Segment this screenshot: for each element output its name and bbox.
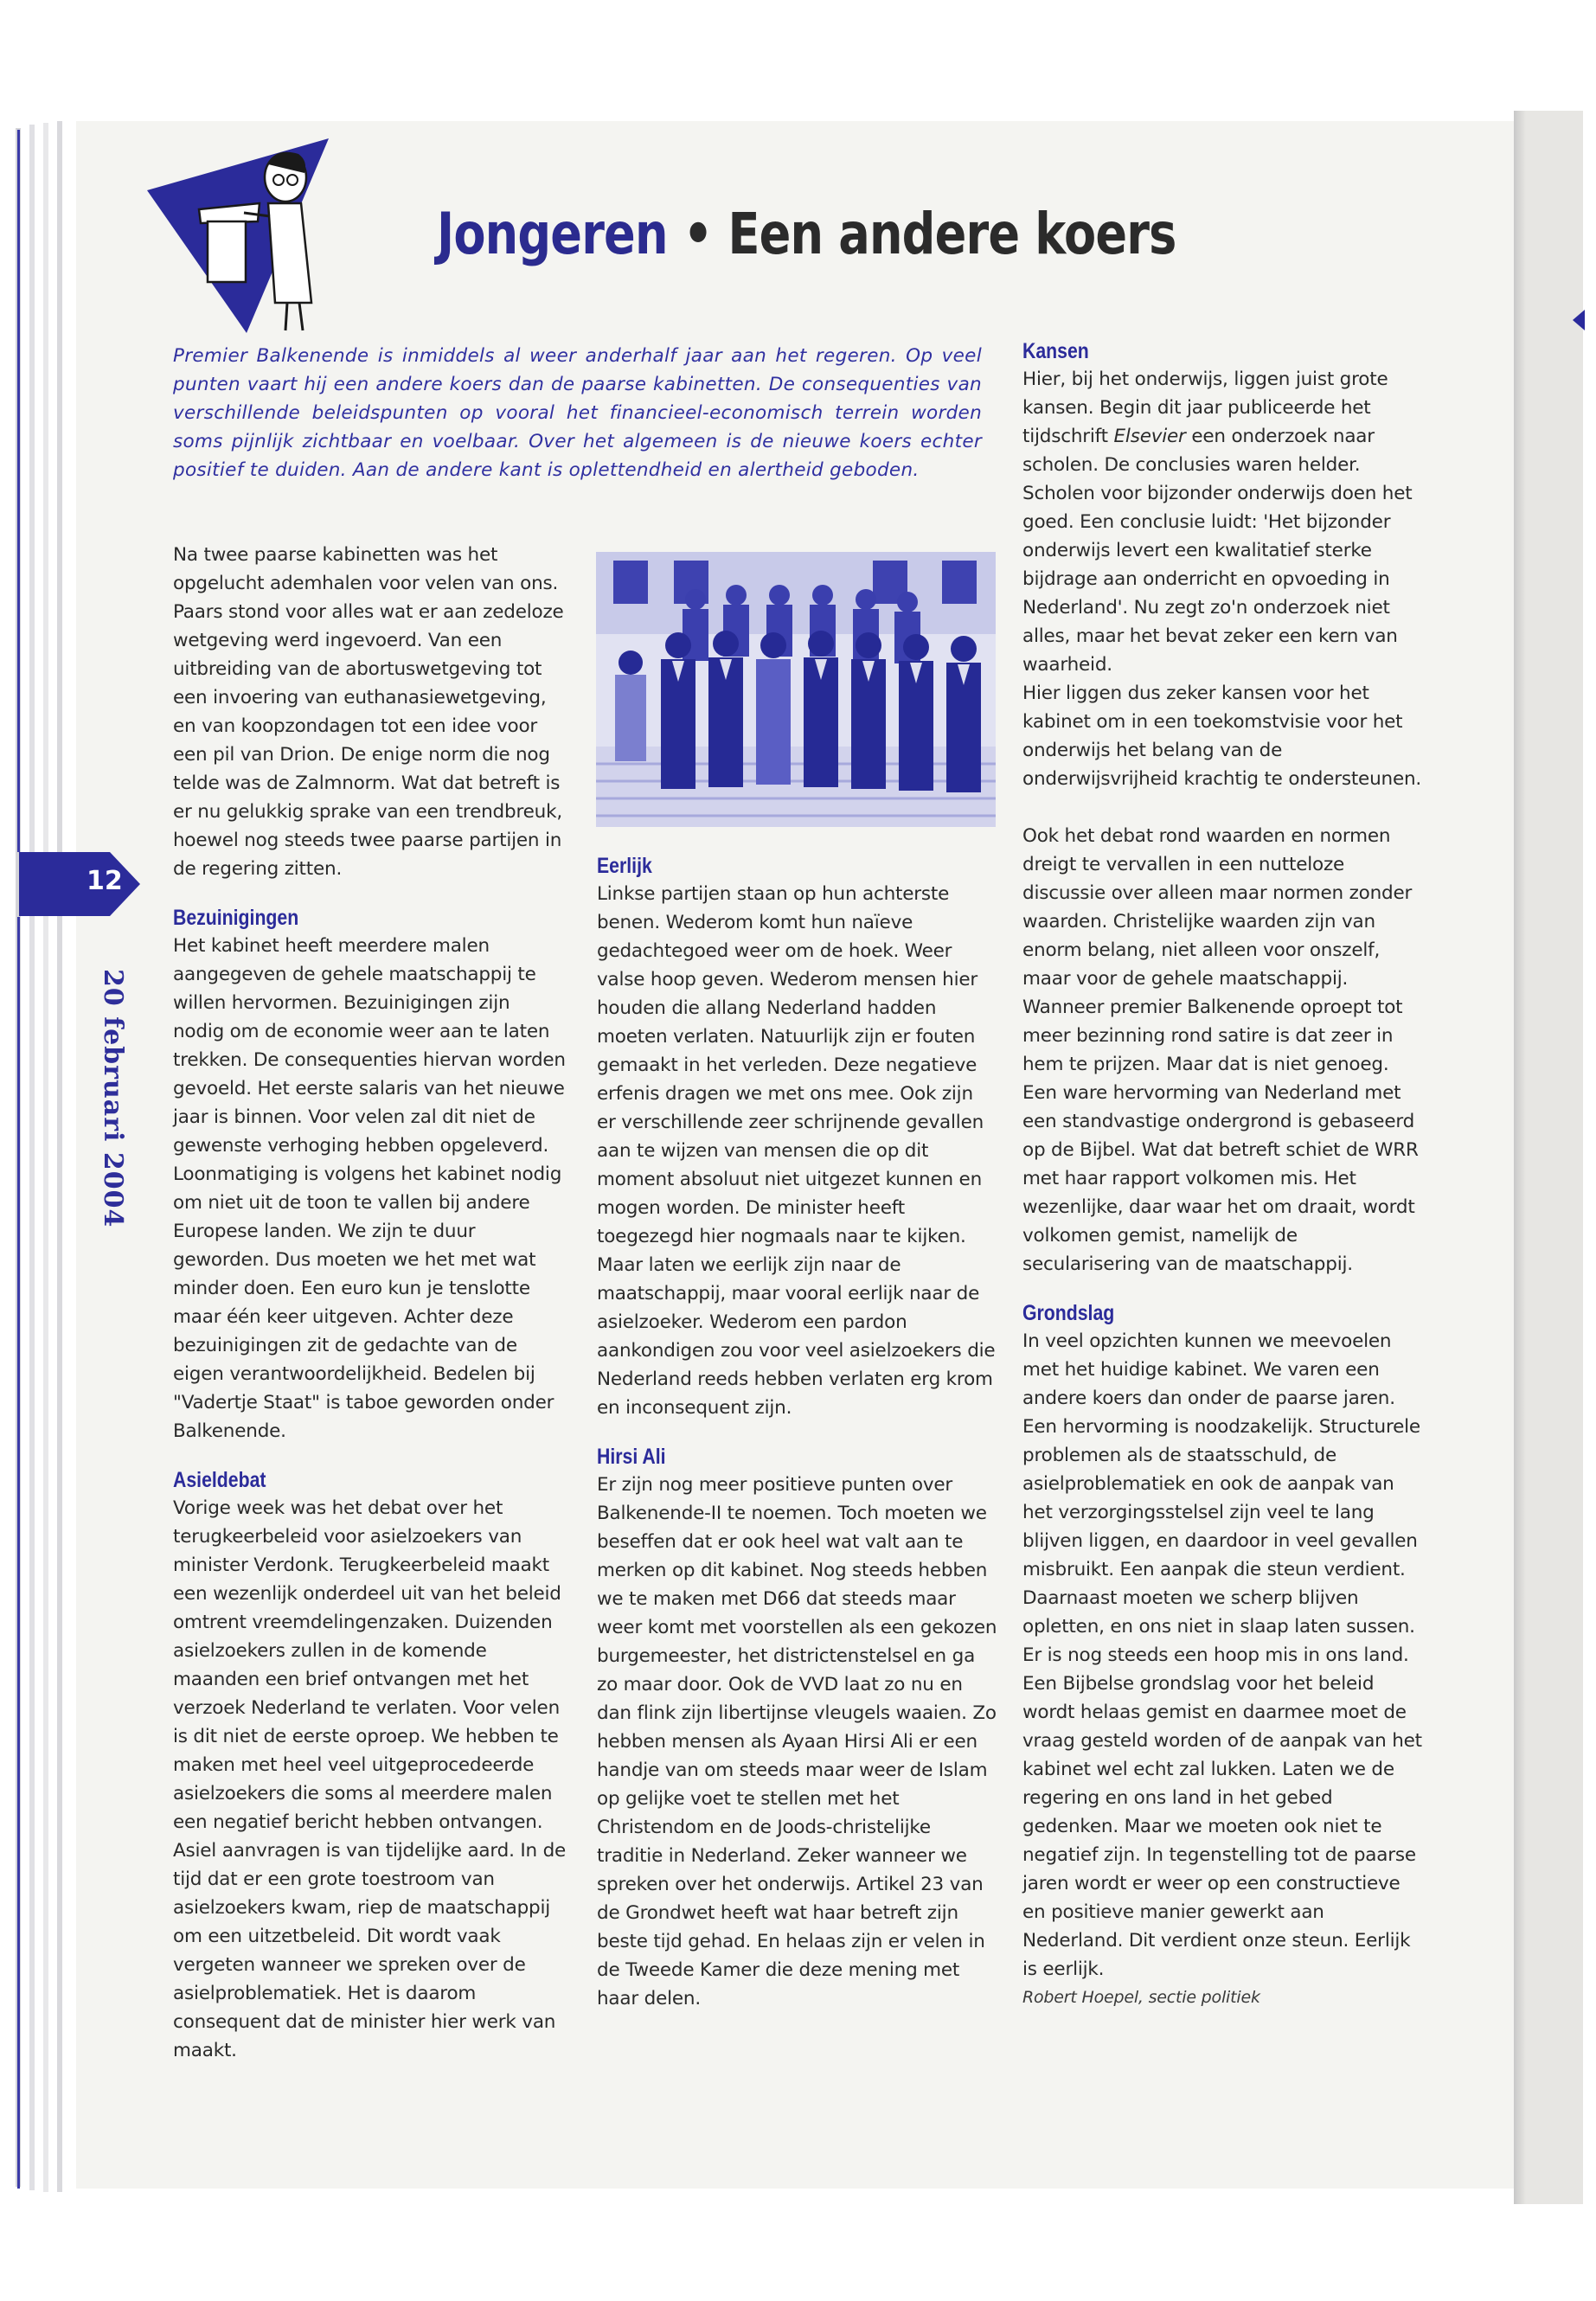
cabinet-group-photo — [596, 552, 996, 827]
heading-grondslag: Grondslag — [1022, 1301, 1115, 1325]
next-page-edge — [1522, 111, 1583, 2204]
blue-page-edge — [17, 917, 20, 2189]
next-page-triangle — [1573, 310, 1585, 330]
title-bullet: • — [683, 201, 713, 267]
title-section: Jongeren — [437, 201, 668, 267]
article-column-2 — [597, 852, 997, 2013]
speaker-logo-icon — [147, 138, 342, 333]
paragraph-eerlijk: Linkse partijen staan op hun achterste benen. Wederom komt hun naïeve gedachtegoed weer om de hoek. Weer valse hoop geven. Wederom mensen hier houden die allang Nederland hadden moeten verlaten. Natuurlijk zijn er fouten gemaakt in het verleden. Deze negatieve erfenis dragen we met ons mee. Ook zijn er verschillende zeer schrijnende gevallen aan te wijzen van mensen die op dit moment absoluut niet uitgezet kunnen en mogen worden. De minister heeft toegezegd hier nogmaals naar te kijken. Maar laten we eerlijk zijn naar de maatschappij, maar vooral eerlijk naar de asielzoeker. Wederom een pardon aankondigen zou voor veel asielzoekers die Nederland reeds hebben verlaten erg krom en inconsequent zijn. — [597, 883, 996, 1419]
paragraph-kansen-2: Hier liggen dus zeker kansen voor het kabinet om in een toekomstvisie voor het onderwijs het belang van de onderwijsvrijheid krachtig te ondersteunen. — [1022, 683, 1422, 790]
article-column-3 — [1022, 337, 1423, 2012]
paragraph-waarden: Ook het debat rond waarden en normen dreigt te vervallen in een nutteloze discussie over alleen maar normen zonder waarden. Christelijke waarden zijn van enorm belang, niet alleen voor onszelf, maar voor de gehele maatschappij. Wanneer premier Balkenende oproept tot meer bezinning rond satire is dat zeer in hem te prijzen. Maar dat is niet genoeg. Een ware hervorming van Nederland met een standvastige ondergrond is gebaseerd op de Bijbel. Wat dat betreft schiet de WRR met haar rapport volkomen mis. Het wezenlijke, daar waar het om draait, wordt volkomen gemist, namelijk de secularisering van de maatschappij. — [1022, 825, 1419, 1275]
paragraph-opening: Na twee paarse kabinetten was het opgelucht ademhalen voor velen van ons. Paars stond voor alles wat er aan zedeloze wetgeving werd ingevoerd. Van een uitbreiding van de abortuswetgeving tot een invoering van euthanasiewetgeving, en van koopzondagen tot een idee voor een pil van Drion. De enige norm die nog telde was de Zalmnorm. Wat dat betreft is er nu gelukkig sprake van een trendbreuk, hoewel nog steeds twee paarse partijen in de regering zitten. — [173, 544, 564, 880]
article-column-1 — [173, 541, 567, 2065]
heading-kansen: Kansen — [1022, 339, 1089, 363]
intro-paragraph: Premier Balkenende is inmiddels al weer anderhalf jaar aan het regeren. Op veel punten vaart hij een andere koers dan de paarse kabinetten. De consequenties van verschillende beleidspunten op vooral het financieel-economisch terrein worden soms pijnlijk zichtbaar en voelbaar. Over het algemeen is de nieuwe koers echter positief te duiden. Aan de andere kant is oplettendheid en alertheid geboden. — [173, 345, 982, 481]
paragraph-asieldebat: Vorige week was het debat over het terugkeerbeleid voor asielzoekers van minister Verdonk. Terugkeerbeleid maakt een wezenlijk onderdeel uit van het beleid omtrent vreemdelingenzaken. Duizenden asielzoekers zullen in de komende maanden een brief ontvangen met het verzoek Nederland te verlaten. Voor velen is dit niet de eerste oproep. We hebben te maken met heel veel uitgeprocedeerde asielzoekers die soms al meerdere malen een negatief bericht hebben ontvangen. Asiel aanvragen is van tijdelijke aard. In de tijd dat er een grote toestroom van asielzoekers kwam, riep de maatschappij om een uitzetbeleid. Dit wordt vaak vergeten wanneer we spreken over de asielproblematiek. Het is daarom consequent dat de minister hier werk van maakt. — [173, 1497, 567, 2061]
heading-asieldebat: Asieldebat — [173, 1468, 266, 1492]
paragraph-grondslag-2: Daarnaast moeten we scherp blijven opletten, en ons niet in slaap laten sussen. Er is nog steeds een hoop mis in ons land. Een Bijbelse grondslag voor het beleid wordt helaas gemist en daarmee moet de vraag gesteld worden of de aanpak van het kabinet wel echt zal lukken. Laten we de regering en ons land in het gebed gedenken. Maar we moeten ook niet te negatief zijn. In tegenstelling tot de paarse jaren wordt er weer op een constructieve en positieve manier gewerkt aan Nederland. Dit verdient onze steun. Eerlijk is eerlijk. — [1022, 1587, 1422, 1980]
issue-date: 20 februari 2004 — [98, 969, 128, 1228]
heading-hirsi-ali: Hirsi Ali — [597, 1445, 666, 1469]
paragraph-bezuinigingen: Het kabinet heeft meerdere malen aangegeven de gehele maatschappij te willen hervormen. Bezuinigingen zijn nodig om de economie weer aan te laten trekken. De consequenties hiervan worden gevoeld. Het eerste salaris van het nieuwe jaar is binnen. Voor velen zal dit niet de gewenste verhoging hebben opgeleverd. Loonmatiging is volgens het kabinet nodig om niet uit de toon te vallen bij andere Europese landen. We zijn te duur geworden. Dus moeten we het met wat minder doen. Een euro kun je tenslotte maar één keer uitgeven. Achter deze bezuinigingen zit de gedachte van de eigen verantwoordelijkheid. Bedelen bij "Vadertje Staat" is taboe geworden onder Balkenende. — [173, 935, 566, 1442]
elsevier-magazine-name: Elsevier — [1113, 426, 1186, 447]
paragraph-grondslag: In veel opzichten kunnen we meevoelen met het huidige kabinet. We varen een andere koers dan onder de paarse jaren. Een hervorming is noodzakelijk. Structurele problemen als de staatsschuld, de asielproblematiek en ook de aanpak van het verzorgingsstelsel zijn veel te lang blijven liggen, en daardoor in veel gevallen misbruikt. Een aanpak die steun verdient. — [1022, 1330, 1420, 1580]
paragraph-hirsi-ali: Er zijn nog meer positieve punten over Balkenende-II te noemen. Toch moeten we beseffen dat er ook heel wat valt aan te merken op dit kabinet. Nog steeds hebben we te maken met D66 dat steeds maar weer komt met voorstellen als een gekozen burgemeester, het districtenstelsel en ga zo maar door. Ook de VVD laat zo nu en dan flink zijn libertijnse vleugels waaien. Zo hebben mensen als Ayaan Hirsi Ali er een handje van om steeds maar weer de Islam op gelijke voet te stellen met het Christendom en de Joods-christelijke traditie in Nederland. Zeker wanneer we spreken over het onderwijs. Artikel 23 van de Grondwet heeft wat haar betreft zijn beste tijd gehad. En helaas zijn er velen in de Tweede Kamer die deze mening met haar delen. — [597, 1474, 997, 2009]
heading-eerlijk: Eerlijk — [597, 854, 652, 878]
title-main: Een andere koers — [727, 201, 1176, 267]
page-stack-edge — [29, 125, 35, 2190]
page-title — [437, 201, 1176, 267]
blue-page-edge — [17, 130, 20, 852]
page-stack-edge — [43, 123, 48, 2192]
page-stack-edge — [57, 121, 62, 2192]
page-number: 12 — [87, 866, 123, 896]
paragraph-kansen: Hier, bij het onderwijs, liggen juist grote kansen. Begin dit jaar publiceerde het tijdschrift Elsevier een onderzoek naar scholen. De conclusies waren helder. Scholen voor bijzonder onderwijs doen het goed. Een conclusie luidt: 'Het bijzonder onderwijs levert een kwalitatief sterke bijdrage aan onderricht en opvoeding in Nederland'. Nu zegt zo'n onderzoek niet alles, maar het bevat zeker een kern van waarheid. — [1022, 369, 1413, 676]
heading-bezuinigingen: Bezuinigingen — [173, 906, 299, 930]
author-signature: Robert Hoepel, sectie politiek — [1022, 1988, 1260, 2007]
